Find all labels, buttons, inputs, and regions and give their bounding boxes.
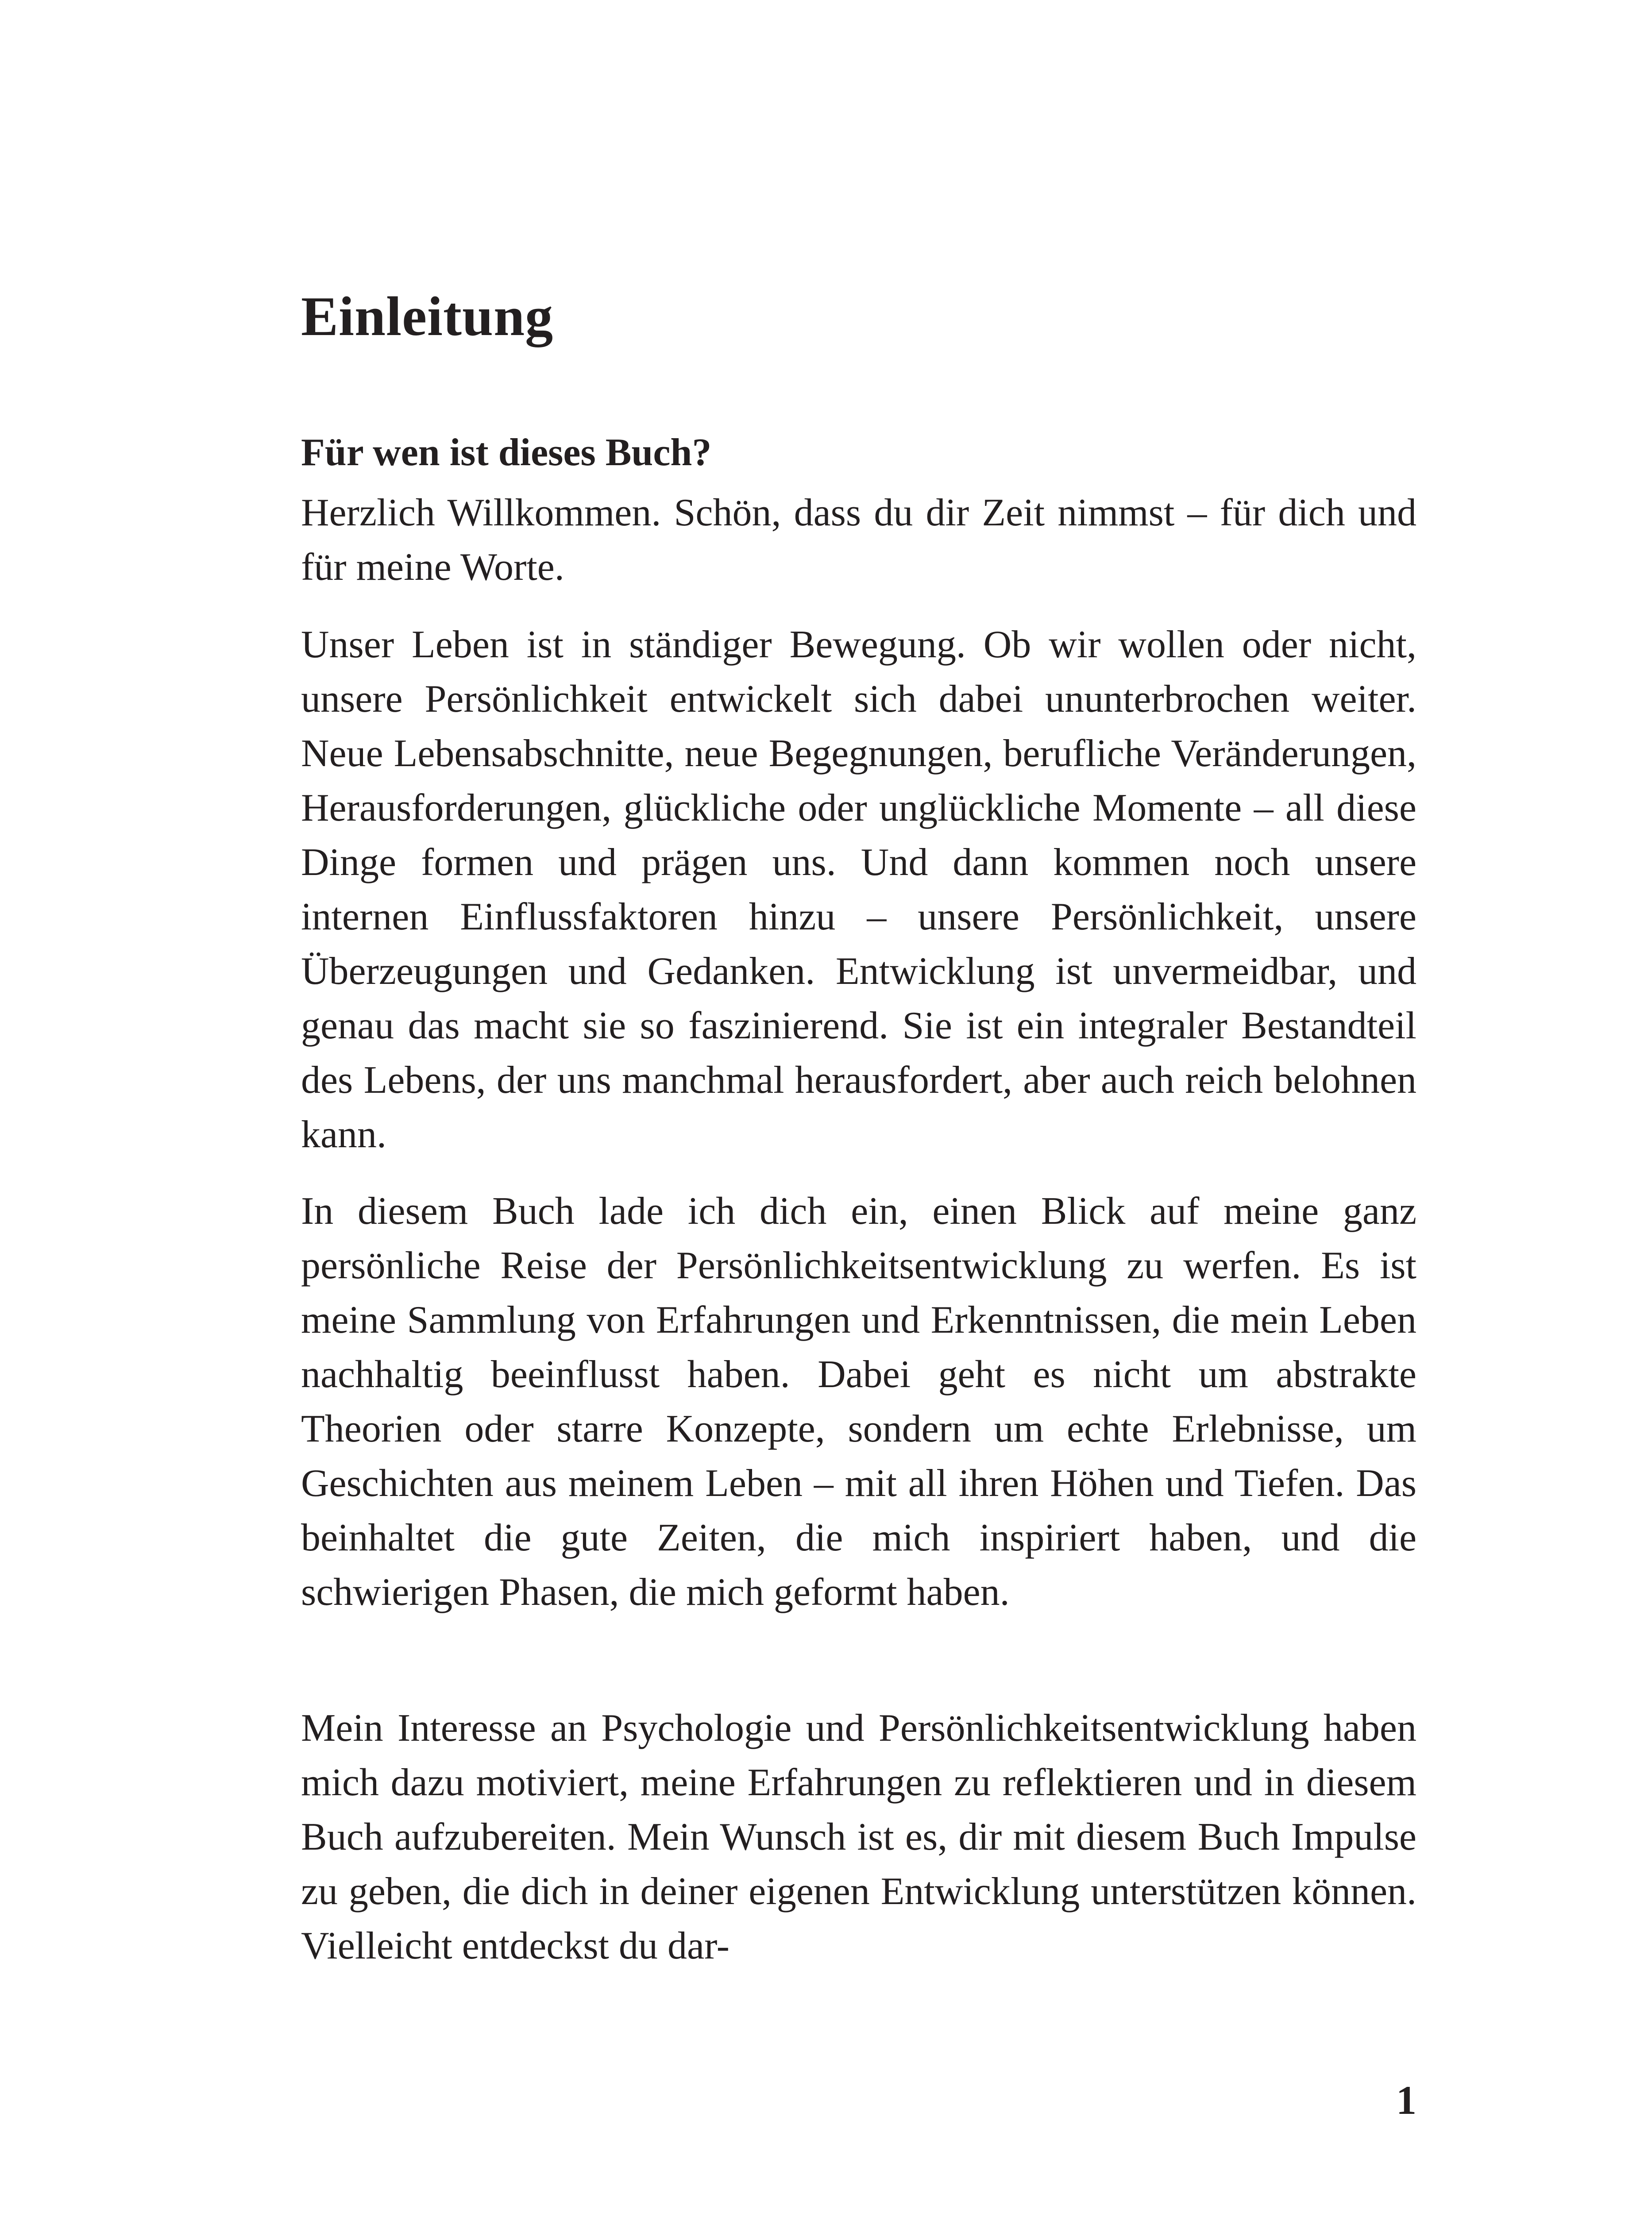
paragraph-interest-psychology: Mein Interesse an Psychologie und Persönlichkeitsentwicklung haben mich dazu motiviert, meine Erfahrungen zu reflektieren und in diesem Buch aufzubereiten. Mein Wunsch ist es, dir mit diesem Buch Impulse zu geben, die dich in deiner eigenen Entwicklung unterstützen können. Vielleicht entdeckst du dar- [301, 1707, 1417, 1967]
paragraph-life-in-motion: Unser Leben ist in ständiger Bewegung. Ob wir wollen oder nicht, unsere Persönlichkeit entwickelt sich dabei ununterbrochen weiter. Neue Lebensabschnitte, neue Begegnungen, berufliche Veränderungen, Herausforderungen, glückliche oder unglückliche Momente – all diese Dinge formen und prägen uns. Und dann kommen noch unsere internen Einflussfaktoren hinzu – unsere Persönlichkeit, unsere Überzeugungen und Gedanken. Entwicklung ist unvermeidbar, und genau das macht sie so faszinierend. Sie ist ein integraler Bestandteil des Lebens, der uns manchmal herausfordert, aber auch reich belohnen kann. [301, 623, 1417, 1156]
page-number: 1 [1396, 2078, 1417, 2123]
paragraph-personal-journey: In diesem Buch lade ich dich ein, einen Blick auf meine ganz persönliche Reise der Persönlichkeitsentwicklung zu werfen. Es ist meine Sammlung von Erfahrungen und Erkenntnissen, die mein Leben nachhaltig beeinflusst haben. Dabei geht es nicht um abstrakte Theorien oder starre Konzepte, sondern um echte Erlebnisse, um Geschichten aus meinem Leben – mit all ihren Höhen und Tiefen. Das beinhaltet die gute Zeiten, die mich inspiriert haben, und die schwierigen Phasen, die mich geformt haben. [301, 1190, 1417, 1614]
section-heading: Für wen ist dieses Buch? [301, 431, 712, 474]
paragraph-welcome: Herzlich Willkommen. Schön, dass du dir Zeit nimmst – für dich und für meine Worte. [301, 491, 1417, 589]
chapter-title: Einleitung [301, 286, 554, 347]
